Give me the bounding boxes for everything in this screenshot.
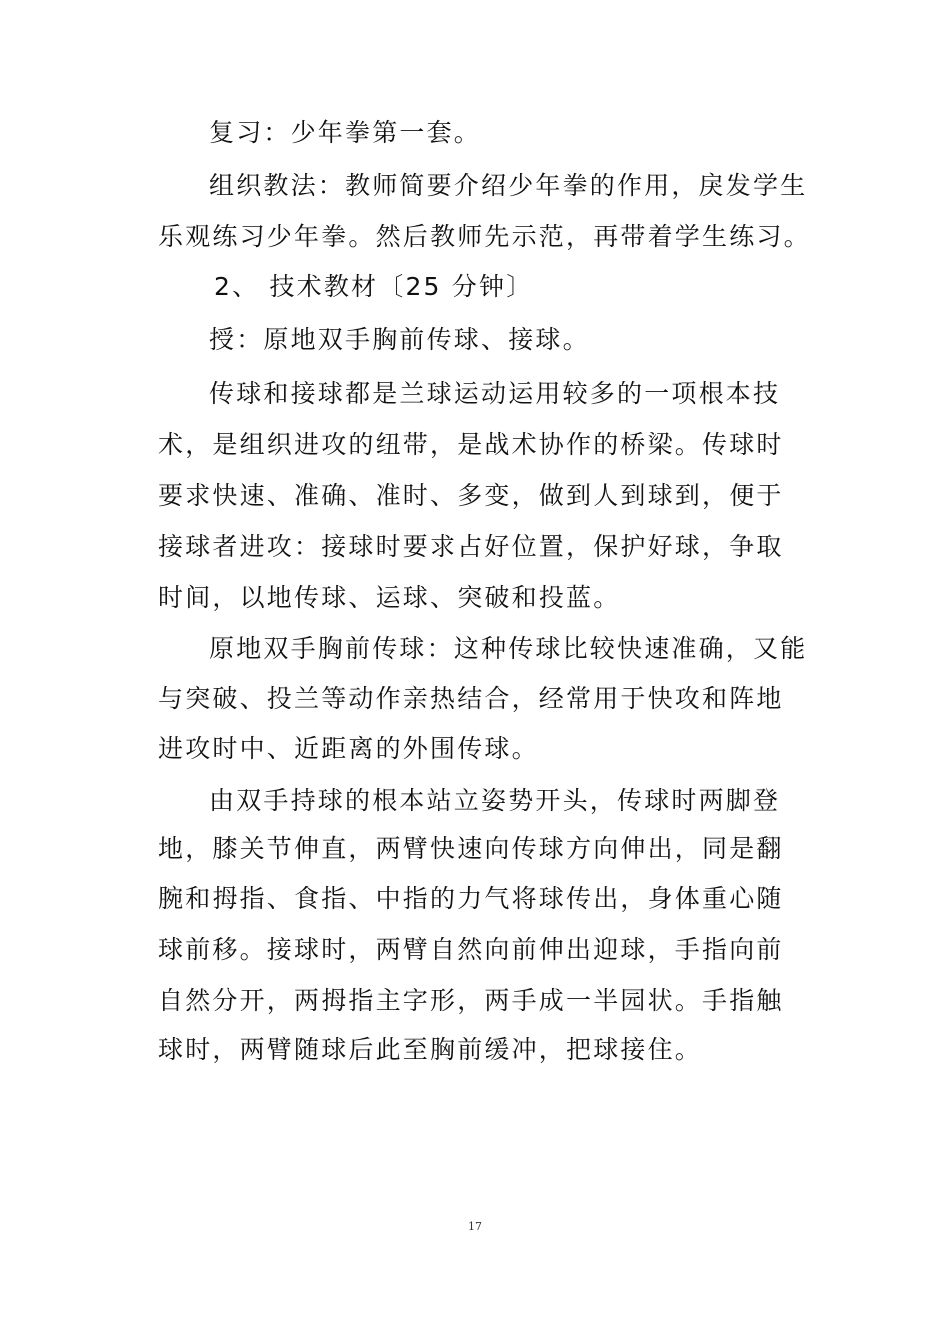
paragraph-line: 与突破、投兰等动作亲热结合，经常用于快攻和阵地 <box>158 684 784 713</box>
teaching-topic-line: 授：原地双手胸前传球、接球。 <box>209 325 590 354</box>
paragraph-line: 原地双手胸前传球：这种传球比较快速准确，又能 <box>209 634 808 663</box>
paragraph-line: 乐观练习少年拳。然后教师先示范，再带着学生练习。 <box>158 222 811 251</box>
paragraph-line: 自然分开，两拇指主字形，两手成一半园状。手指触 <box>158 986 784 1015</box>
paragraph-line: 传球和接球都是兰球运动运用较多的一项根本技 <box>209 379 781 408</box>
paragraph-line: 要求快速、准确、准时、多变，做到人到球到，便于 <box>158 481 784 510</box>
paragraph-line: 由双手持球的根本站立姿势开头，传球时两脚登 <box>209 786 781 815</box>
paragraph-line: 时间，以地传球、运球、突破和投蓝。 <box>158 583 621 612</box>
paragraph-line: 地，膝关节伸直，两臂快速向传球方向伸出，同是翻 <box>158 834 784 863</box>
paragraph-line: 球前移。接球时，两臂自然向前伸出迎球，手指向前 <box>158 935 784 964</box>
paragraph-line: 接球者进攻：接球时要求占好位置，保护好球，争取 <box>158 532 784 561</box>
section-heading: 2、 技术教材〔25 分钟〕 <box>214 272 534 301</box>
paragraph-line: 术，是组织进攻的纽带，是战术协作的桥梁。传球时 <box>158 430 784 459</box>
paragraph-line: 进攻时中、近距离的外围传球。 <box>158 734 539 763</box>
paragraph-line: 组织教法：教师简要介绍少年拳的作用，戾发学生 <box>209 171 808 200</box>
paragraph-line: 球时，两臂随球后此至胸前缓冲，把球接住。 <box>158 1035 703 1064</box>
page-number: 17 <box>468 1220 482 1233</box>
paragraph-line: 腕和拇指、食指、中指的力气将球传出，身体重心随 <box>158 884 784 913</box>
review-line: 复习：少年拳第一套。 <box>209 118 482 147</box>
